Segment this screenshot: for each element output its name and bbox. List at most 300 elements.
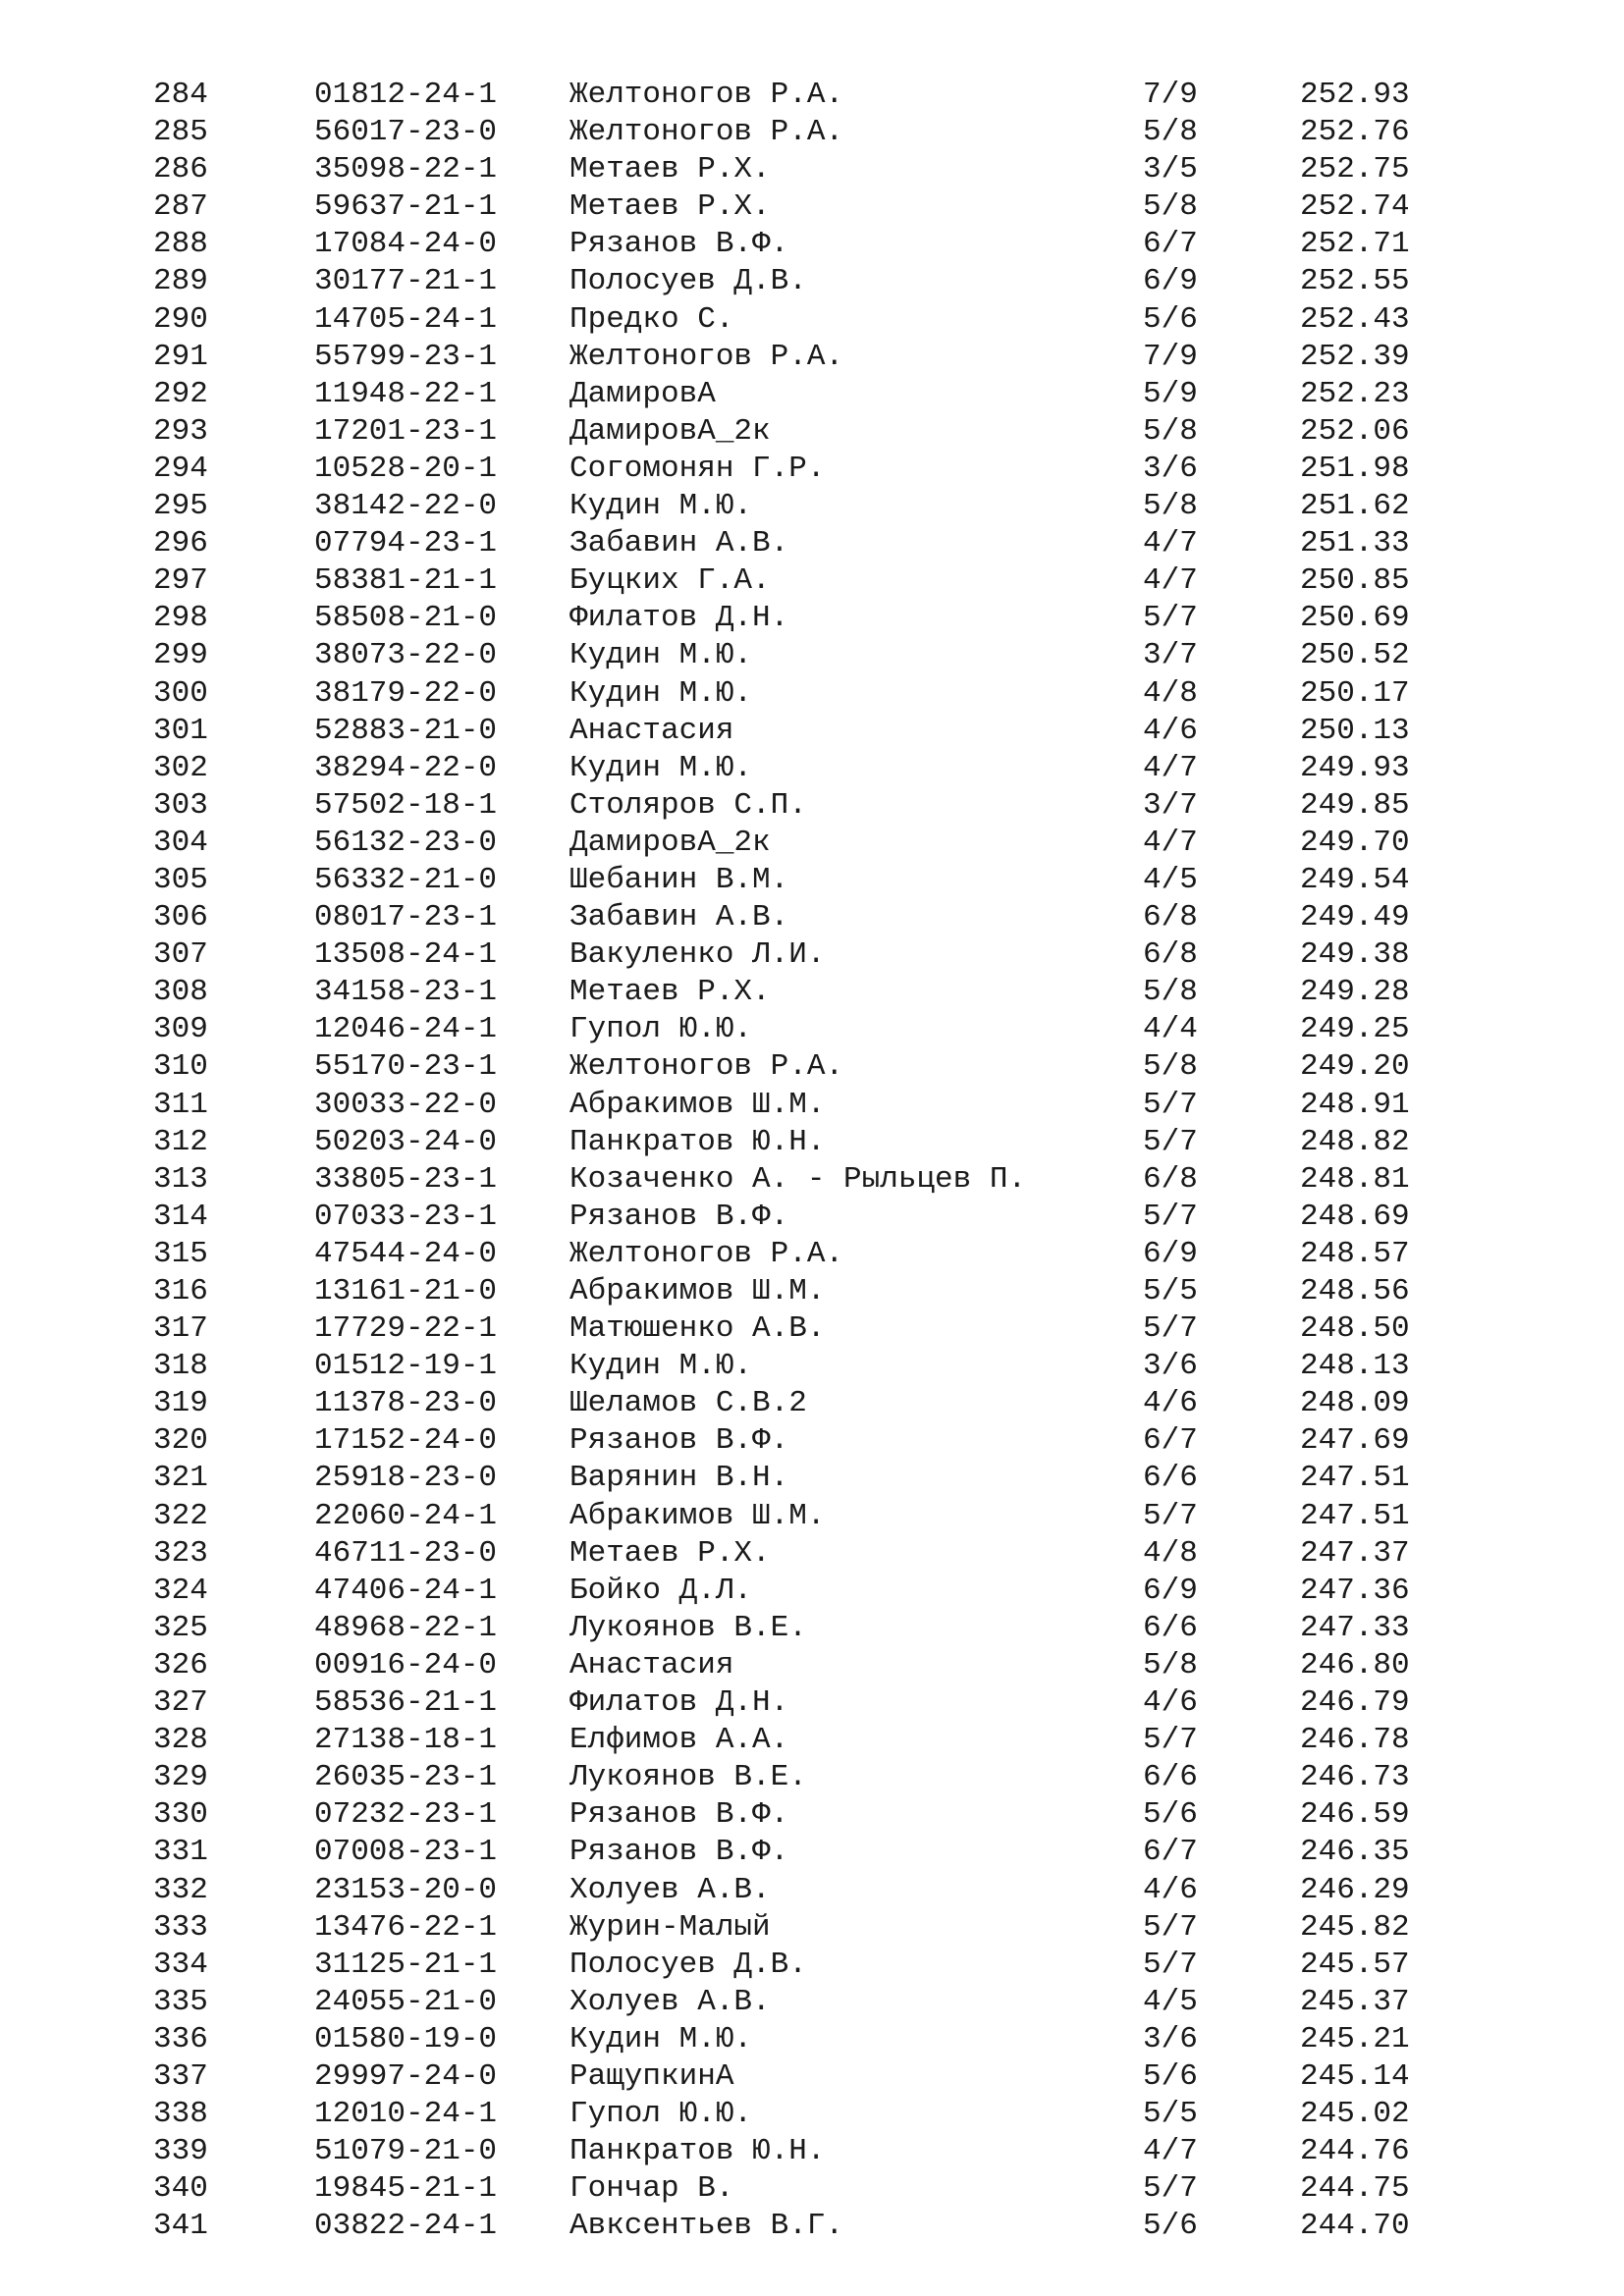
name-cell: Гупол Ю.Ю. (569, 2097, 753, 2132)
name-cell: Анастасия (569, 713, 734, 748)
record-id-cell: 25918-23-0 (314, 1461, 498, 1496)
score-cell: 248.69 (1300, 1199, 1410, 1234)
score-cell: 252.55 (1300, 264, 1410, 299)
name-cell: Кудин М.Ю. (569, 2021, 753, 2056)
rank-cell: 294 (153, 451, 208, 486)
score-cell: 249.38 (1300, 937, 1410, 973)
name-cell: Елфимов А.А. (569, 1723, 789, 1758)
score-cell: 245.57 (1300, 1947, 1410, 1982)
record-id-cell: 11948-22-1 (314, 376, 498, 411)
rank-cell: 290 (153, 301, 208, 337)
table-row (0, 1348, 1624, 1385)
record-id-cell: 07033-23-1 (314, 1199, 498, 1234)
table-row (0, 2208, 1624, 2245)
name-cell: Кудин М.Ю. (569, 675, 753, 711)
fraction-cell: 5/7 (1143, 1723, 1198, 1758)
rank-cell: 295 (153, 489, 208, 524)
record-id-cell: 10528-20-1 (314, 451, 498, 486)
name-cell: Согомонян Г.Р. (569, 451, 826, 486)
name-cell: Желтоногов Р.А. (569, 1049, 844, 1085)
name-cell: Желтоногов Р.А. (569, 1236, 844, 1271)
table-row (0, 1011, 1624, 1048)
record-id-cell: 07794-23-1 (314, 526, 498, 561)
score-cell: 247.69 (1300, 1423, 1410, 1459)
table-row (0, 637, 1624, 674)
record-id-cell: 23153-20-0 (314, 1872, 498, 1907)
record-id-cell: 51079-21-0 (314, 2134, 498, 2169)
rank-cell: 327 (153, 1685, 208, 1721)
rank-cell: 285 (153, 115, 208, 150)
rank-cell: 317 (153, 1311, 208, 1347)
score-cell: 248.13 (1300, 1349, 1410, 1384)
score-cell: 249.20 (1300, 1049, 1410, 1085)
table-row (0, 451, 1624, 488)
fraction-cell: 5/6 (1143, 2058, 1198, 2094)
record-id-cell: 29997-24-0 (314, 2058, 498, 2094)
score-cell: 248.81 (1300, 1161, 1410, 1197)
table-row (0, 750, 1624, 787)
fraction-cell: 4/7 (1143, 750, 1198, 785)
record-id-cell: 24055-21-0 (314, 1984, 498, 2019)
fraction-cell: 3/6 (1143, 1349, 1198, 1384)
score-cell: 247.51 (1300, 1461, 1410, 1496)
rank-cell: 325 (153, 1610, 208, 1645)
rank-cell: 322 (153, 1498, 208, 1533)
rank-cell: 288 (153, 227, 208, 262)
table-row (0, 675, 1624, 713)
fraction-cell: 5/8 (1143, 413, 1198, 449)
record-id-cell: 56132-23-0 (314, 825, 498, 860)
fraction-cell: 5/7 (1143, 1947, 1198, 1982)
rank-cell: 292 (153, 376, 208, 411)
rank-cell: 303 (153, 787, 208, 823)
record-id-cell: 35098-22-1 (314, 152, 498, 187)
name-cell: Рязанов В.Ф. (569, 227, 789, 262)
fraction-cell: 4/7 (1143, 526, 1198, 561)
rank-cell: 335 (153, 1984, 208, 2019)
table-row (0, 2096, 1624, 2133)
record-id-cell: 57502-18-1 (314, 787, 498, 823)
score-cell: 252.74 (1300, 189, 1410, 225)
record-id-cell: 55799-23-1 (314, 339, 498, 374)
record-id-cell: 12046-24-1 (314, 1012, 498, 1047)
table-row (0, 862, 1624, 899)
rank-cell: 289 (153, 264, 208, 299)
score-cell: 245.82 (1300, 1909, 1410, 1945)
fraction-cell: 6/9 (1143, 1573, 1198, 1608)
score-cell: 252.06 (1300, 413, 1410, 449)
rank-cell: 312 (153, 1124, 208, 1159)
fraction-cell: 5/6 (1143, 301, 1198, 337)
fraction-cell: 6/7 (1143, 1835, 1198, 1870)
name-cell: ДамировА_2к (569, 413, 771, 449)
record-id-cell: 14705-24-1 (314, 301, 498, 337)
rank-cell: 311 (153, 1087, 208, 1122)
score-cell: 247.37 (1300, 1535, 1410, 1571)
rank-cell: 330 (153, 1797, 208, 1833)
fraction-cell: 5/7 (1143, 2171, 1198, 2207)
score-cell: 245.21 (1300, 2021, 1410, 2056)
score-cell: 246.79 (1300, 1685, 1410, 1721)
record-id-cell: 08017-23-1 (314, 900, 498, 935)
rank-cell: 319 (153, 1386, 208, 1421)
fraction-cell: 5/7 (1143, 1909, 1198, 1945)
rank-cell: 326 (153, 1647, 208, 1682)
name-cell: Метаев Р.Х. (569, 189, 771, 225)
score-cell: 249.25 (1300, 1012, 1410, 1047)
record-id-cell: 38142-22-0 (314, 489, 498, 524)
fraction-cell: 5/7 (1143, 1087, 1198, 1122)
record-id-cell: 07232-23-1 (314, 1797, 498, 1833)
table-row (0, 1684, 1624, 1722)
record-id-cell: 01512-19-1 (314, 1349, 498, 1384)
fraction-cell: 3/7 (1143, 638, 1198, 673)
score-cell: 249.85 (1300, 787, 1410, 823)
fraction-cell: 4/5 (1143, 1984, 1198, 2019)
fraction-cell: 5/8 (1143, 975, 1198, 1010)
fraction-cell: 4/6 (1143, 1685, 1198, 1721)
table-row (0, 301, 1624, 339)
name-cell: Кудин М.Ю. (569, 489, 753, 524)
fraction-cell: 5/5 (1143, 1274, 1198, 1308)
score-cell: 248.91 (1300, 1087, 1410, 1122)
rank-cell: 308 (153, 975, 208, 1010)
table-row (0, 1573, 1624, 1610)
fraction-cell: 6/6 (1143, 1461, 1198, 1496)
rank-cell: 332 (153, 1872, 208, 1907)
table-row (0, 1909, 1624, 1947)
rank-cell: 291 (153, 339, 208, 374)
record-id-cell: 30033-22-0 (314, 1087, 498, 1122)
record-id-cell: 19845-21-1 (314, 2171, 498, 2207)
score-cell: 252.43 (1300, 301, 1410, 337)
score-cell: 246.59 (1300, 1797, 1410, 1833)
record-id-cell: 33805-23-1 (314, 1161, 498, 1197)
name-cell: Метаев Р.Х. (569, 1535, 771, 1571)
name-cell: Желтоногов Р.А. (569, 78, 844, 112)
rank-cell: 300 (153, 675, 208, 711)
rank-cell: 324 (153, 1573, 208, 1608)
record-id-cell: 58536-21-1 (314, 1685, 498, 1721)
table-row (0, 188, 1624, 226)
fraction-cell: 5/8 (1143, 189, 1198, 225)
fraction-cell: 4/5 (1143, 862, 1198, 897)
fraction-cell: 5/7 (1143, 1498, 1198, 1533)
table-row (0, 899, 1624, 936)
name-cell: Холуев А.В. (569, 1872, 771, 1907)
record-id-cell: 58381-21-1 (314, 563, 498, 599)
fraction-cell: 7/9 (1143, 339, 1198, 374)
score-cell: 249.28 (1300, 975, 1410, 1010)
table-row (0, 1984, 1624, 2021)
fraction-cell: 6/7 (1143, 227, 1198, 262)
table-row (0, 1498, 1624, 1535)
record-id-cell: 50203-24-0 (314, 1124, 498, 1159)
rank-cell: 321 (153, 1461, 208, 1496)
score-cell: 244.76 (1300, 2134, 1410, 2169)
fraction-cell: 4/7 (1143, 825, 1198, 860)
name-cell: Лукоянов В.Е. (569, 1760, 807, 1795)
name-cell: Кудин М.Ю. (569, 638, 753, 673)
name-cell: Панкратов Ю.Н. (569, 1124, 826, 1159)
table-row (0, 376, 1624, 413)
record-id-cell: 07008-23-1 (314, 1835, 498, 1870)
score-cell: 249.49 (1300, 900, 1410, 935)
record-id-cell: 56332-21-0 (314, 862, 498, 897)
name-cell: Забавин А.В. (569, 526, 789, 561)
name-cell: Бойко Д.Л. (569, 1573, 753, 1608)
rank-cell: 338 (153, 2097, 208, 2132)
name-cell: Рязанов В.Ф. (569, 1835, 789, 1870)
table-row (0, 1722, 1624, 1759)
score-cell: 245.14 (1300, 2058, 1410, 2094)
fraction-cell: 5/6 (1143, 2209, 1198, 2244)
fraction-cell: 4/4 (1143, 1012, 1198, 1047)
score-cell: 252.93 (1300, 78, 1410, 112)
name-cell: Гупол Ю.Ю. (569, 1012, 753, 1047)
fraction-cell: 5/9 (1143, 376, 1198, 411)
table-row (0, 413, 1624, 451)
table-row (0, 936, 1624, 974)
name-cell: Матюшенко А.В. (569, 1311, 826, 1347)
rank-cell: 316 (153, 1274, 208, 1308)
name-cell: Желтоногов Р.А. (569, 339, 844, 374)
table-row (0, 2021, 1624, 2058)
table-row (0, 1647, 1624, 1684)
rank-cell: 293 (153, 413, 208, 449)
fraction-cell: 3/6 (1143, 451, 1198, 486)
fraction-cell: 4/6 (1143, 1386, 1198, 1421)
fraction-cell: 4/6 (1143, 713, 1198, 748)
name-cell: Полосуев Д.В. (569, 1947, 807, 1982)
score-cell: 246.29 (1300, 1872, 1410, 1907)
table-row (0, 1759, 1624, 1796)
score-cell: 251.62 (1300, 489, 1410, 524)
table-row (0, 1310, 1624, 1348)
name-cell: Метаев Р.Х. (569, 975, 771, 1010)
record-id-cell: 38294-22-0 (314, 750, 498, 785)
score-cell: 246.35 (1300, 1835, 1410, 1870)
rank-cell: 286 (153, 152, 208, 187)
rank-cell: 306 (153, 900, 208, 935)
fraction-cell: 3/6 (1143, 2021, 1198, 2056)
score-cell: 250.69 (1300, 601, 1410, 636)
rank-cell: 307 (153, 937, 208, 973)
rank-cell: 318 (153, 1349, 208, 1384)
table-row (0, 713, 1624, 750)
score-cell: 244.75 (1300, 2171, 1410, 2207)
fraction-cell: 7/9 (1143, 78, 1198, 112)
record-id-cell: 11378-23-0 (314, 1386, 498, 1421)
table-row (0, 151, 1624, 188)
score-cell: 248.57 (1300, 1236, 1410, 1271)
name-cell: Журин-Малый (569, 1909, 771, 1945)
table-row (0, 1535, 1624, 1573)
rank-cell: 339 (153, 2134, 208, 2169)
record-id-cell: 13476-22-1 (314, 1909, 498, 1945)
table-row (0, 825, 1624, 862)
table-row (0, 226, 1624, 263)
fraction-cell: 5/8 (1143, 115, 1198, 150)
name-cell: Лукоянов В.Е. (569, 1610, 807, 1645)
rank-cell: 309 (153, 1012, 208, 1047)
name-cell: Абракимов Ш.М. (569, 1274, 826, 1308)
name-cell: Буцких Г.А. (569, 563, 771, 599)
fraction-cell: 5/8 (1143, 1647, 1198, 1682)
rank-cell: 287 (153, 189, 208, 225)
score-cell: 252.76 (1300, 115, 1410, 150)
score-cell: 246.73 (1300, 1760, 1410, 1795)
fraction-cell: 3/7 (1143, 787, 1198, 823)
name-cell: Анастасия (569, 1647, 734, 1682)
fraction-cell: 6/8 (1143, 1161, 1198, 1197)
name-cell: РащупкинА (569, 2058, 734, 2094)
rank-cell: 336 (153, 2021, 208, 2056)
score-cell: 252.39 (1300, 339, 1410, 374)
fraction-cell: 6/8 (1143, 900, 1198, 935)
rank-cell: 299 (153, 638, 208, 673)
rank-cell: 302 (153, 750, 208, 785)
fraction-cell: 3/5 (1143, 152, 1198, 187)
name-cell: Шебанин В.М. (569, 862, 789, 897)
table-row (0, 1048, 1624, 1086)
rank-cell: 329 (153, 1760, 208, 1795)
rank-cell: 284 (153, 78, 208, 112)
table-row (0, 1236, 1624, 1273)
table-row (0, 1199, 1624, 1236)
record-id-cell: 13508-24-1 (314, 937, 498, 973)
table-row (0, 1087, 1624, 1124)
score-cell: 248.82 (1300, 1124, 1410, 1159)
rank-cell: 337 (153, 2058, 208, 2094)
record-id-cell: 47544-24-0 (314, 1236, 498, 1271)
table-row (0, 1872, 1624, 1909)
table-row (0, 1947, 1624, 1984)
score-cell: 250.85 (1300, 563, 1410, 599)
fraction-cell: 4/7 (1143, 2134, 1198, 2169)
table-row (0, 2170, 1624, 2208)
fraction-cell: 5/7 (1143, 1124, 1198, 1159)
score-cell: 245.02 (1300, 2097, 1410, 2132)
record-id-cell: 01812-24-1 (314, 78, 498, 112)
rank-cell: 320 (153, 1423, 208, 1459)
fraction-cell: 6/9 (1143, 264, 1198, 299)
table-row (0, 1422, 1624, 1460)
score-cell: 249.70 (1300, 825, 1410, 860)
table-row (0, 562, 1624, 600)
score-cell: 250.52 (1300, 638, 1410, 673)
table-row (0, 974, 1624, 1011)
record-id-cell: 38073-22-0 (314, 638, 498, 673)
rank-cell: 328 (153, 1723, 208, 1758)
record-id-cell: 17201-23-1 (314, 413, 498, 449)
score-cell: 248.50 (1300, 1311, 1410, 1347)
fraction-cell: 6/6 (1143, 1760, 1198, 1795)
table-row (0, 1796, 1624, 1834)
table-row (0, 787, 1624, 825)
table-row (0, 2058, 1624, 2096)
score-cell: 251.98 (1300, 451, 1410, 486)
record-id-cell: 55170-23-1 (314, 1049, 498, 1085)
table-row (0, 1124, 1624, 1161)
name-cell: Варянин В.Н. (569, 1461, 789, 1496)
table-row (0, 1385, 1624, 1422)
table-row (0, 339, 1624, 376)
record-id-cell: 01580-19-0 (314, 2021, 498, 2056)
score-cell: 250.13 (1300, 713, 1410, 748)
record-id-cell: 48968-22-1 (314, 1610, 498, 1645)
ranking-table (0, 77, 1624, 2245)
rank-cell: 341 (153, 2209, 208, 2244)
name-cell: Филатов Д.Н. (569, 1685, 789, 1721)
score-cell: 252.75 (1300, 152, 1410, 187)
fraction-cell: 4/8 (1143, 675, 1198, 711)
score-cell: 250.17 (1300, 675, 1410, 711)
score-cell: 249.54 (1300, 862, 1410, 897)
record-id-cell: 56017-23-0 (314, 115, 498, 150)
record-id-cell: 31125-21-1 (314, 1947, 498, 1982)
name-cell: Холуев А.В. (569, 1984, 771, 2019)
record-id-cell: 52883-21-0 (314, 713, 498, 748)
score-cell: 244.70 (1300, 2209, 1410, 2244)
name-cell: Забавин А.В. (569, 900, 789, 935)
rank-cell: 333 (153, 1909, 208, 1945)
name-cell: Метаев Р.Х. (569, 152, 771, 187)
score-cell: 246.78 (1300, 1723, 1410, 1758)
score-cell: 252.23 (1300, 376, 1410, 411)
table-row (0, 114, 1624, 151)
record-id-cell: 22060-24-1 (314, 1498, 498, 1533)
table-row (0, 1161, 1624, 1199)
table-row (0, 1460, 1624, 1497)
name-cell: Авксентьев В.Г. (569, 2209, 844, 2244)
fraction-cell: 5/7 (1143, 601, 1198, 636)
name-cell: Рязанов В.Ф. (569, 1423, 789, 1459)
table-row (0, 525, 1624, 562)
fraction-cell: 6/8 (1143, 937, 1198, 973)
record-id-cell: 46711-23-0 (314, 1535, 498, 1571)
name-cell: Предко С. (569, 301, 734, 337)
rank-cell: 334 (153, 1947, 208, 1982)
score-cell: 252.71 (1300, 227, 1410, 262)
record-id-cell: 17729-22-1 (314, 1311, 498, 1347)
fraction-cell: 4/6 (1143, 1872, 1198, 1907)
record-id-cell: 00916-24-0 (314, 1647, 498, 1682)
fraction-cell: 5/8 (1143, 1049, 1198, 1085)
table-row (0, 1834, 1624, 1871)
table-row (0, 1610, 1624, 1647)
name-cell: ДамировА_2к (569, 825, 771, 860)
record-id-cell: 26035-23-1 (314, 1760, 498, 1795)
score-cell: 247.36 (1300, 1573, 1410, 1608)
record-id-cell: 27138-18-1 (314, 1723, 498, 1758)
score-cell: 246.80 (1300, 1647, 1410, 1682)
record-id-cell: 58508-21-0 (314, 601, 498, 636)
table-row (0, 77, 1624, 114)
rank-cell: 304 (153, 825, 208, 860)
name-cell: Филатов Д.Н. (569, 601, 789, 636)
record-id-cell: 13161-21-0 (314, 1274, 498, 1308)
name-cell: Желтоногов Р.А. (569, 115, 844, 150)
fraction-cell: 6/7 (1143, 1423, 1198, 1459)
name-cell: Вакуленко Л.И. (569, 937, 826, 973)
record-id-cell: 17152-24-0 (314, 1423, 498, 1459)
fraction-cell: 6/6 (1143, 1610, 1198, 1645)
score-cell: 248.56 (1300, 1274, 1410, 1308)
rank-cell: 314 (153, 1199, 208, 1234)
record-id-cell: 03822-24-1 (314, 2209, 498, 2244)
rank-cell: 301 (153, 713, 208, 748)
